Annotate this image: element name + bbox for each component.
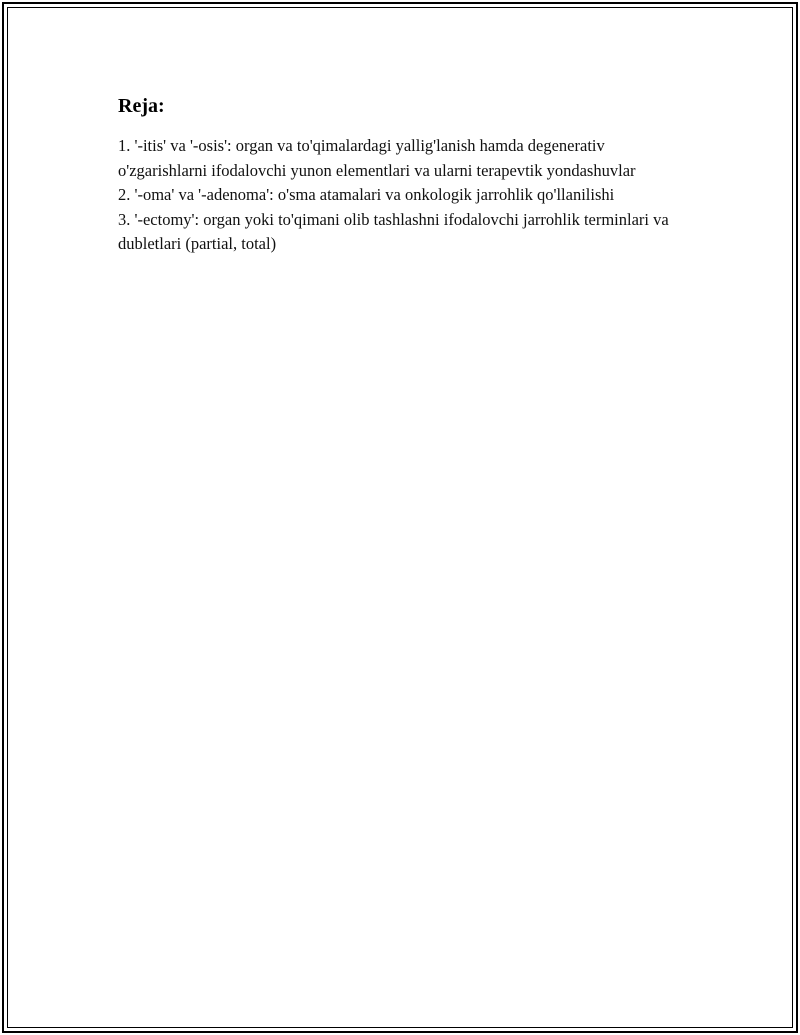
plan-item-1: 1. '-itis' va '-osis': organ va to'qimalardagi yallig'lanish hamda degenerativ o'zgarishlarni ifodalovchi yunon elementlari va ularni terapevtik yondashuvlar (118, 136, 636, 180)
document-content (118, 92, 688, 257)
plan-item-2: 2. '-oma' va '-adenoma': o'sma atamalari va onkologik jarrohlik qo'llanilishi (118, 185, 615, 204)
plan-item-3: 3. '-ectomy': organ yoki to'qimani olib tashlashni ifodalovchi jarrohlik terminlari va dubletlari (partial, total) (118, 209, 669, 253)
plan-heading: Reja: (118, 95, 165, 117)
plan-list (118, 134, 688, 257)
